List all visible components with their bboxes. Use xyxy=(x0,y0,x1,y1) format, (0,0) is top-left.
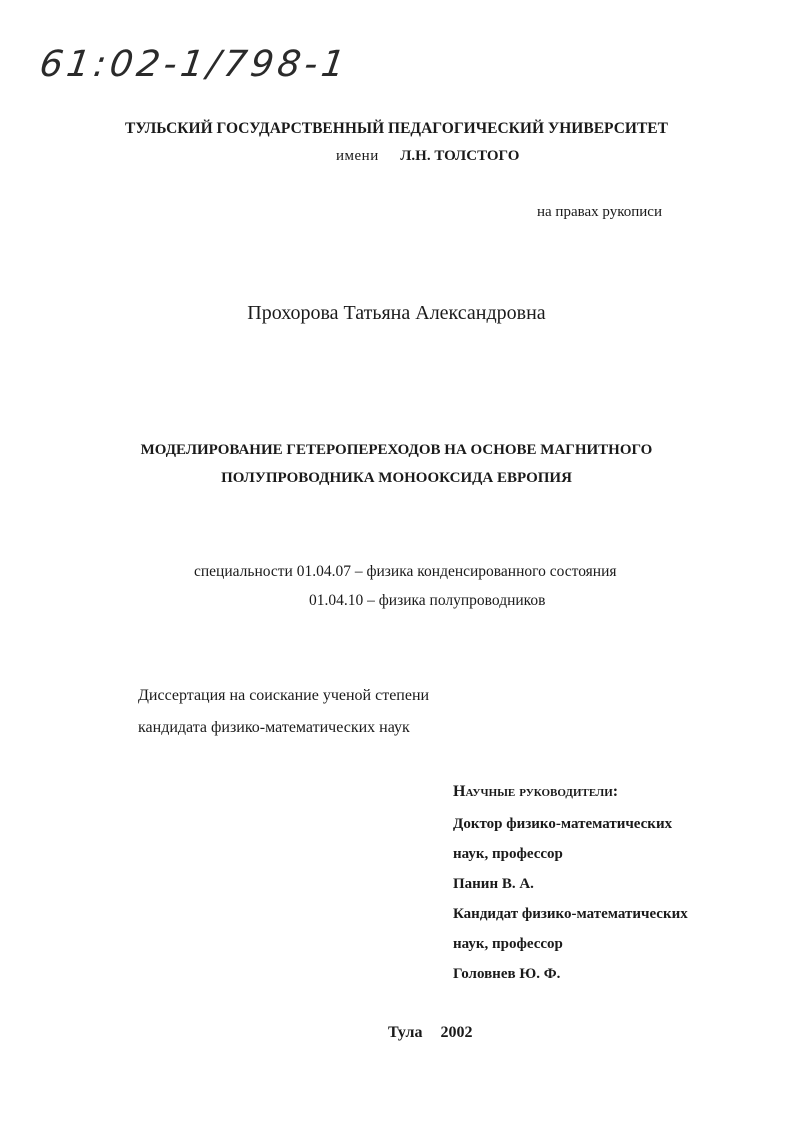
supervisor-line: наук, профессор xyxy=(453,846,563,862)
named-after-prefix: имени xyxy=(336,148,379,164)
degree-line2: кандидата физико-математических наук xyxy=(138,719,410,736)
dissertation-title-line2: ПОЛУПРОВОДНИКА МОНООКСИДА ЕВРОПИЯ xyxy=(221,470,572,486)
supervisor-line: Головнев Ю. Ф. xyxy=(453,966,561,982)
supervisor-line: Панин В. А. xyxy=(453,876,534,892)
university-named-after xyxy=(336,148,519,165)
specialty-line1: специальности 01.04.07 – физика конденсированного состояния xyxy=(194,563,617,580)
city: Тула xyxy=(388,1024,423,1041)
city-year xyxy=(388,1024,472,1042)
author-name: Прохорова Татьяна Александровна xyxy=(247,302,546,324)
supervisors-heading: Научные руководители: xyxy=(453,783,619,800)
specialty-line2: 01.04.10 – физика полупроводников xyxy=(309,592,546,609)
manuscript-note: на правах рукописи xyxy=(537,204,662,220)
archive-code-handwritten: 61:02-1/798-1 xyxy=(37,44,352,85)
supervisor-line: наук, профессор xyxy=(453,936,563,952)
degree-line1: Диссертация на соискание ученой степени xyxy=(138,687,430,704)
dissertation-title-line1: МОДЕЛИРОВАНИЕ ГЕТЕРОПЕРЕХОДОВ НА ОСНОВЕ МАГНИТНОГО xyxy=(140,442,653,458)
year: 2002 xyxy=(440,1024,473,1041)
supervisor-line: Доктор физико-математических xyxy=(453,816,673,832)
university-name: ТУЛЬСКИЙ ГОСУДАРСТВЕННЫЙ ПЕДАГОГИЧЕСКИЙ УНИВЕРСИТЕТ xyxy=(125,120,668,137)
supervisor-line: Кандидат физико-математических xyxy=(453,906,688,922)
named-after-name: Л.Н. ТОЛСТОГО xyxy=(400,148,520,164)
